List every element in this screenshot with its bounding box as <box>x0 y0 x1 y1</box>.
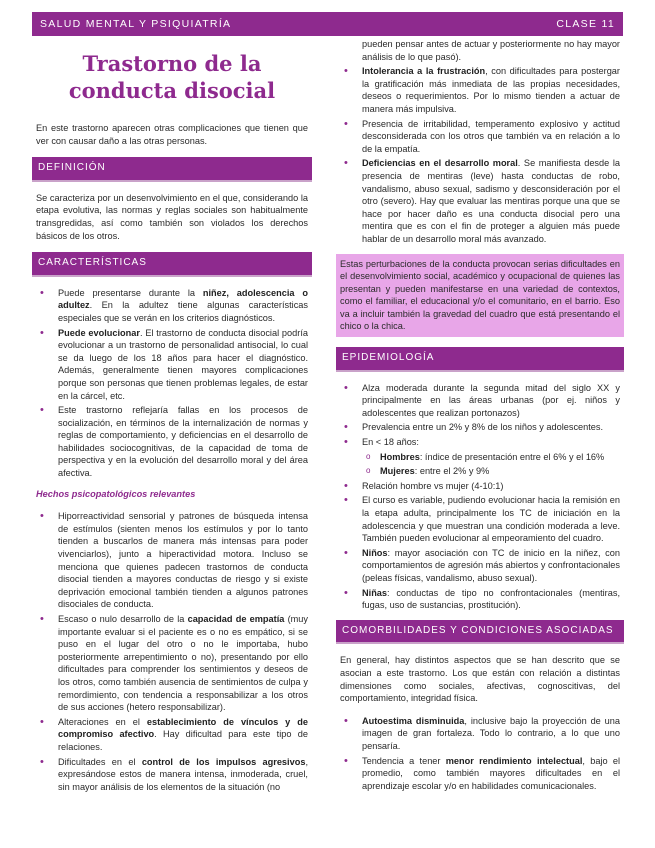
section-divider <box>32 180 312 182</box>
page-title <box>36 50 308 104</box>
list-item <box>362 715 620 753</box>
item-text: , expresándose estos de manera intensa, inmoderada, cruel, sin mayor análisis de los elementos de la situación (no <box>58 756 308 792</box>
item-text: : entre el 2% y 9% <box>414 466 490 477</box>
list-item <box>58 404 308 480</box>
section-divider <box>32 275 312 277</box>
section-divider <box>336 370 624 372</box>
item-text: : índice de presentación entre el 6% y el 16% <box>419 451 605 462</box>
list-item <box>58 287 308 325</box>
item-text: Tendencia a tener <box>362 755 446 766</box>
list-item <box>380 451 620 464</box>
item-text: Relación hombre vs mujer (4-10:1) <box>362 480 504 491</box>
item-text: . Hay dificultad para este tipo de relaciones. <box>58 729 308 752</box>
bold-text: Autoestima disminuida <box>362 715 465 726</box>
list-item <box>380 465 620 478</box>
section-heading-definicion: DEFINICIÓN <box>32 157 312 180</box>
item-text: , con dificultades para postergar la gratificación más inmediata de las propias necesidades, deseos o requerimientos. Por lo mismo tienden a actuar de manera más impulsiva. <box>362 66 620 114</box>
highlight-box: Estas perturbaciones de la conducta provocan serias dificultades en el desenvolvimiento social, académico y ocupacional de quienes las presentan y pueden manifestarse en una variedad de contextos, como el familiar, el educacional y/o el comunitario, en el barrio. Eso va a incluir también la gravedad del cuadro que está presentando el chico o la chica. <box>336 254 624 338</box>
item-text: , bajo el promedio, como también mayores dificultades en el aprendizaje escolar y/o en habilidades comunicacionales. <box>362 755 621 791</box>
list-item <box>58 716 308 754</box>
caracteristicas-list <box>36 287 308 480</box>
item-text: Hiporreactividad sensorial y patrones de búsqueda intensa de estímulos (sienten menos los estímulos y por lo tanto tienden a buscarlos de manera más intensas para poder vivenciarlos), junto a hiperactividad motora. Incluso se menciona que quienes padecen trastornos de conducta disocial tienden a mayores conductas de riesgo y si existe deprivación emocional también tienden a algunos patrones disociales de conducta. <box>58 511 308 610</box>
intro-paragraph: En este trastorno aparecen otras complicaciones que tienen que ver con causar daño a las otras personas. <box>36 123 308 146</box>
list-item <box>362 547 620 585</box>
list-item <box>362 157 620 245</box>
section-heading-caracteristicas: CARACTERÍSTICAS <box>32 252 312 275</box>
hechos-list <box>36 510 308 793</box>
left-column <box>36 44 308 801</box>
list-item <box>58 756 308 794</box>
item-text: , inclusive bajo la proyección de una imagen de gran fortaleza. Todo lo contrario, a lo que uno pensaría. <box>362 715 621 751</box>
list-item <box>362 587 620 612</box>
bold-text: Hombres <box>380 451 420 462</box>
epidemiologia-list-2 <box>340 480 620 612</box>
item-text: : mayor asociación con TC de inicio en la niñez, con comportamientos de agresión más abiertos y confrontacionales (peleas físicas, vandalismo, abuso sexual). <box>362 547 620 583</box>
list-item <box>362 65 620 115</box>
item-text: Alteraciones en el <box>58 716 147 727</box>
list-item <box>58 510 308 611</box>
bold-text: menor rendimiento intelectual <box>445 755 583 766</box>
comorbilidades-list <box>340 715 620 793</box>
list-item <box>58 613 308 714</box>
bold-text: establecimiento de vínculos y de compromiso afectivo <box>58 716 308 740</box>
item-text: Puede presentarse durante la <box>58 287 203 298</box>
bold-text: Mujeres <box>380 466 415 477</box>
item-text: : conductas de tipo no confrontacionales (mentiras, fugas, uso de sustancias, prostitución). <box>362 587 620 611</box>
item-text: Alza moderada durante la segunda mitad del siglo XX y principalmente en las áreas urbanas (por ej. niños y adolescentes que realizan portonazos) <box>362 382 620 418</box>
bold-text: capacidad de empatía <box>187 614 285 624</box>
hechos-heading: Hechos psicopatológicos relevantes <box>36 488 196 499</box>
list-item <box>362 494 620 544</box>
item-text: Este trastorno reflejaría fallas en los procesos de socialización, en términos de la internalización de normas y reglas de comportamiento, y deficiencias en el desarrollo de habilidades sociocognitivas, de la capacidad de toma de perspectiva y en la evolución del desarrollo moral y del área afectiva. <box>58 405 308 479</box>
item-text: Presencia de irritabilidad, temperamento explosivo y actitud desconsiderada con los otros que también va en relación a lo de la empatía. <box>362 118 620 154</box>
item-text: Dificultades en el <box>58 756 142 767</box>
item-text: . En la adultez tiene algunas características especiales que se verán en los criterios diagnósticos. <box>58 300 308 323</box>
title-line-1: Trastorno de la <box>82 51 262 76</box>
epidemiologia-sublist <box>340 451 620 478</box>
continuation-text: pueden pensar antes de actuar y posteriormente no hay mayor análisis de lo que pasó). <box>362 39 620 62</box>
list-item <box>362 118 620 156</box>
item-text: . Se manifiesta desde la presencia de mentiras (leve) hasta conductas de robo, vandalismo, abuso sexual, sadismo y desconsideración por el otro (severo). Hay que evaluar las mentiras porque una que se hace por hacer daño es una conducta disocial pero una mentira que es con el fin de proteger a alguien más puede hablar de un desarrollo moral más avanzado. <box>362 158 620 244</box>
class-number: CLASE 11 <box>556 18 615 30</box>
definicion-text: Se caracteriza por un desenvolvimiento en el que, considerando la etapa evolutiva, las normas y reglas sociales son habitualmente transgredidas, así como también son violados los derechos básicos de los otros. <box>36 192 308 241</box>
bold-text: Intolerancia a la frustración <box>362 66 486 77</box>
bold-text: Puede evolucionar <box>58 327 140 338</box>
bold-text: niñez, adolescencia o adultez <box>58 287 308 311</box>
section-heading-comorbilidades: COMORBILIDADES Y CONDICIONES ASOCIADAS <box>336 620 624 643</box>
title-line-2: conducta disocial <box>68 78 276 103</box>
list-item <box>362 480 620 493</box>
list-item <box>362 755 620 793</box>
item-text: (muy importante evaluar si el paciente es o no es empático, si se puso en el lugar del otro o no le importaba, hubo posteriormente arrepentimiento o no), presentando por ello dificultades para comprender los sentimientos y deseos de los otros, como también ausencia de sentimientos de culpa y remordimiento, con tendencia a responsabilizar a los otros de sus acciones (hetero responsabilizar). <box>58 614 308 713</box>
bold-text: control de los impulsos agresivos <box>141 756 306 767</box>
section-divider <box>336 642 624 644</box>
header-bar <box>32 12 623 36</box>
item-text: El curso es variable, pudiendo evolucionar hacia la remisión en la etapa adulta, principalmente los TC de iniciación en la adolescencia y que muestran una condición moderada a leve. También pueden evolucionar al empeoramiento del cuadro. <box>362 495 620 544</box>
list-item <box>362 382 620 420</box>
item-text: Escaso o nulo desarrollo de la <box>58 614 188 624</box>
course-name: SALUD MENTAL Y PSIQUIATRÍA <box>40 18 232 30</box>
bold-text: Niñas <box>362 587 388 598</box>
list-item <box>362 436 620 449</box>
right-top-list <box>340 65 620 245</box>
bold-text: Deficiencias en el desarrollo moral <box>362 158 518 169</box>
epidemiologia-list <box>340 382 620 449</box>
bold-text: Niños <box>362 547 388 558</box>
comorbilidades-intro: En general, hay distintos aspectos que se han descrito que se asocian a este trastorno. Los que están con relación a distintas dimensiones como sociales, afectivas, cognoscitivas, del comportamiento, integridad física. <box>340 655 620 704</box>
list-item <box>58 327 308 403</box>
section-heading-epidemiologia: EPIDEMIOLOGÍA <box>336 347 624 370</box>
item-text: . El trastorno de conducta disocial podría evolucionar a un trastorno de personalidad antisocial, lo cual se da luego de los 18 años para hacer el diagnóstico. Además, generalmente tienen mayores complicaciones porque son personas que tienen problemas legales, de estar en la cárcel, etc. <box>58 327 308 401</box>
item-text: En < 18 años: <box>362 437 419 448</box>
item-text: Prevalencia entre un 2% y 8% de los niños y adolescentes. <box>362 422 604 433</box>
list-item <box>362 421 620 434</box>
right-column <box>340 38 620 800</box>
